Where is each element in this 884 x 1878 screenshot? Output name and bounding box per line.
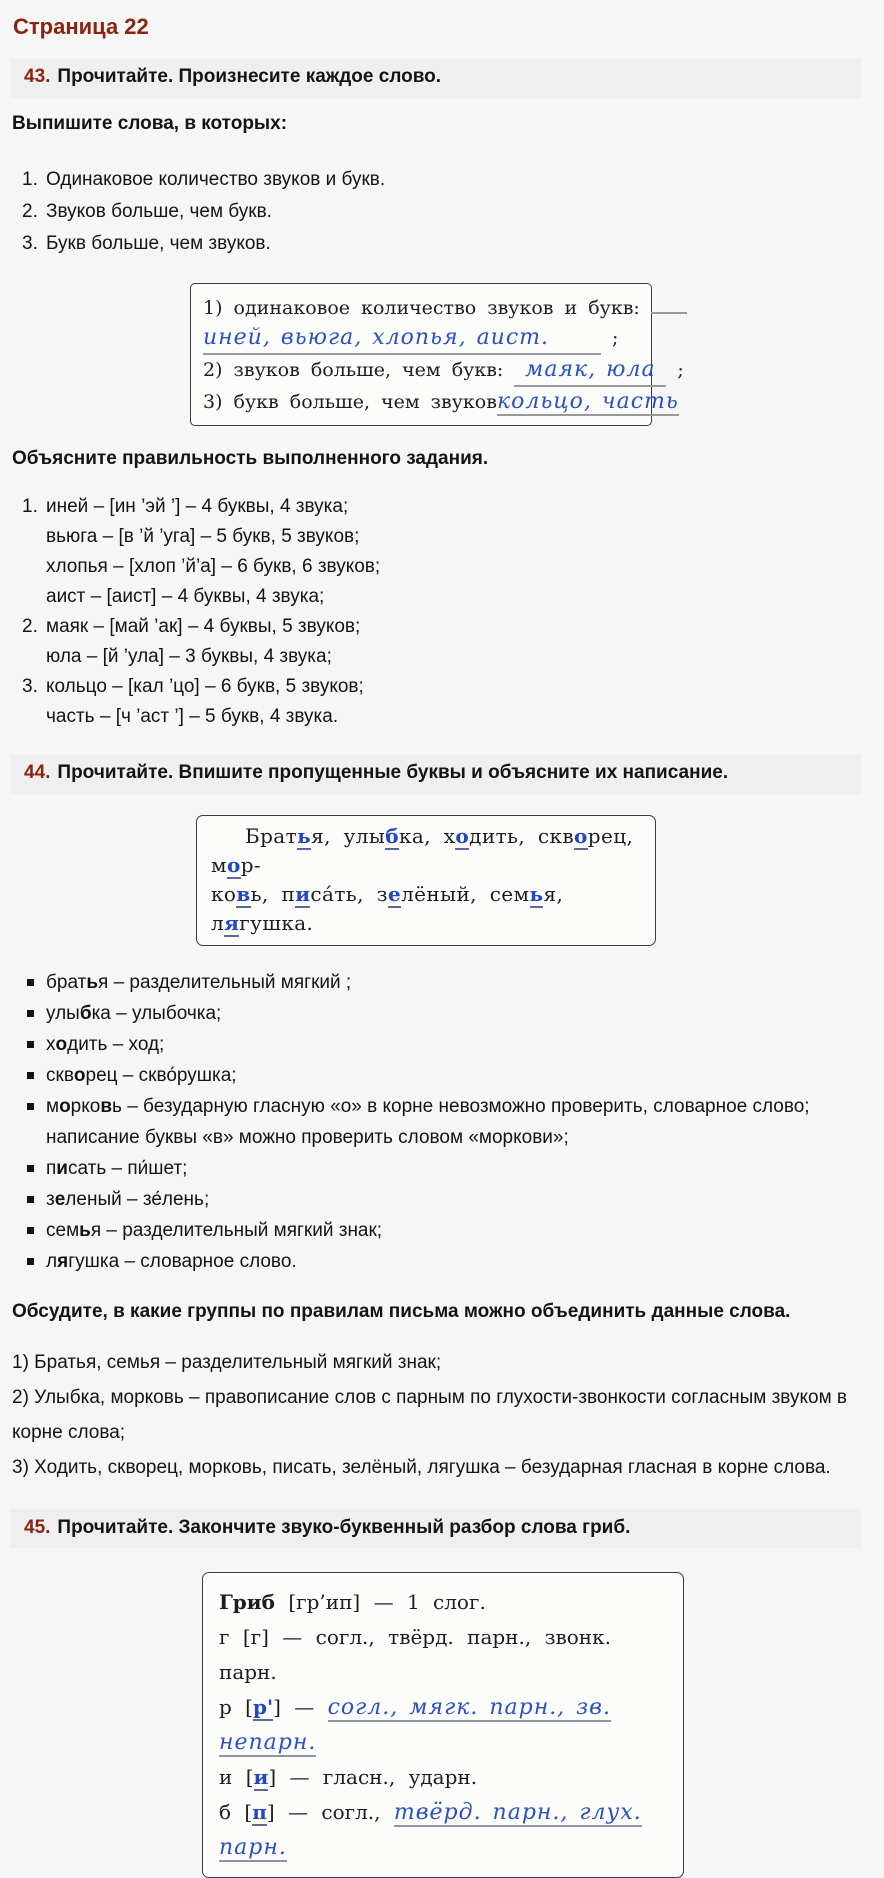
ex44-word-box bbox=[196, 815, 656, 946]
exercise-43-title: Прочитайте. Произнесите каждое слово. bbox=[57, 66, 442, 87]
task-item bbox=[22, 196, 884, 228]
task-text: Звуков больше, чем букв. bbox=[46, 200, 272, 222]
parse-line: р [р'] — согл., мягк. парн., зв. непарн. bbox=[219, 1695, 611, 1756]
group-item: 1) Братья, семья – разделительный мягкий знак; bbox=[12, 1351, 442, 1373]
answer-line-1: иней, вьюга, хлопья, аист. ; bbox=[203, 323, 639, 355]
bullet-icon bbox=[27, 1196, 34, 1203]
answer-line-3: 3) букв больше, чем звуковкольцо, часть bbox=[203, 388, 679, 414]
parse-line: Гриб [гр’ип] — 1 слог. bbox=[219, 1590, 486, 1615]
bullet-item: братья – разделительный мягкий ; bbox=[27, 967, 861, 998]
exercise-44-title: Прочитайте. Впишите пропущенные буквы и объясните их написание. bbox=[57, 761, 729, 783]
analysis-row: 3. кольцо – [кал ’цо] – 6 букв, 5 звуков; bbox=[22, 675, 364, 697]
analysis-row: аист – [аист] – 4 буквы, 4 звука; bbox=[46, 585, 325, 607]
bullet-item: зеленый – зе́лень; bbox=[27, 1184, 861, 1215]
group-item: 2) Улыбка, морковь – правописание слов с парным по глухости-звонкости согласным звуком в корне слова; bbox=[12, 1386, 847, 1443]
bullet-item: морковь – безударную гласную «о» в корне невозможно проверить, словарное слово; написание буквы «в» можно проверить словом «моркови»; bbox=[27, 1091, 861, 1153]
task-item bbox=[22, 164, 884, 196]
blank-underline bbox=[651, 312, 687, 314]
bullet-item: лягушка – словарное слово. bbox=[27, 1246, 861, 1277]
analysis-row: часть – [ч ’аст ’] – 5 букв, 4 звука. bbox=[46, 705, 339, 727]
ex43-instruction-heading: Выпишите слова, в которых: bbox=[12, 112, 288, 134]
ex43-answer-box bbox=[190, 283, 684, 426]
parse-line: г [г] — согл., твёрд. парн., звонк. парн. bbox=[219, 1625, 611, 1685]
bullet-icon bbox=[27, 1041, 34, 1048]
handwritten-answer: маяк, юла bbox=[514, 355, 666, 387]
task-text: Букв больше, чем звуков. bbox=[46, 232, 271, 254]
ex44-groups-list bbox=[12, 1345, 861, 1485]
exercise-43-header bbox=[10, 58, 861, 98]
bullet-icon bbox=[27, 979, 34, 986]
bullet-icon bbox=[27, 1072, 34, 1079]
exercise-43-number: 43. bbox=[24, 66, 51, 87]
exercise-45-header bbox=[10, 1509, 861, 1549]
parse-line: и [и] — гласн., ударн. bbox=[219, 1765, 478, 1790]
analysis-row: 2. маяк – [май ’ак] – 4 буквы, 5 звуков; bbox=[22, 615, 361, 637]
bullet-icon bbox=[27, 1165, 34, 1172]
bullet-item: писать – пи́шет; bbox=[27, 1153, 861, 1184]
ex44-bullet-list bbox=[27, 967, 861, 1277]
exercise-45-number: 45. bbox=[24, 1516, 51, 1538]
bullet-item: семья – разделительный мягкий знак; bbox=[27, 1215, 861, 1246]
ex43-analysis-list bbox=[22, 492, 884, 732]
bullet-icon bbox=[27, 1103, 34, 1110]
bullet-icon bbox=[27, 1010, 34, 1017]
exercise-45-title: Прочитайте. Закончите звуко-буквенный разбор слова гриб. bbox=[57, 1516, 631, 1538]
ex44-discuss-heading: Обсудите, в какие группы по правилам письма можно объединить данные слова. bbox=[12, 1300, 791, 1322]
page-title: Страница 22 bbox=[13, 14, 149, 39]
ex45-parse-box bbox=[202, 1572, 684, 1878]
word-box-line: ковь, писа́ть, зелёный, семья, лягушка. bbox=[211, 881, 564, 935]
exercise-44-header bbox=[10, 754, 861, 794]
bullet-icon bbox=[27, 1258, 34, 1265]
answer-line-2: 2) звуков больше, чем букв: маяк, юла ; bbox=[203, 355, 639, 387]
task-number: 3. bbox=[22, 232, 38, 254]
task-number: 1. bbox=[22, 168, 38, 190]
analysis-row: вьюга – [в ’й ’уга] – 5 букв, 5 звуков; bbox=[46, 525, 360, 547]
analysis-row: юла – [й ’ула] – 3 буквы, 4 звука; bbox=[46, 645, 332, 667]
parse-line: б [п] — согл., твёрд. парн., глух. парн. bbox=[219, 1800, 642, 1861]
bullet-icon bbox=[27, 1227, 34, 1234]
task-item bbox=[22, 228, 884, 260]
handwritten-answer: кольцо, часть bbox=[496, 388, 679, 414]
analysis-row: 1. иней – [ин ’эй ’] – 4 буквы, 4 звука; bbox=[22, 495, 349, 517]
analysis-row: хлопья – [хлоп ’й’а] – 6 букв, 6 звуков; bbox=[46, 555, 381, 577]
bullet-item: скворец – скво́рушка; bbox=[27, 1060, 861, 1091]
exercise-44-number: 44. bbox=[24, 761, 51, 783]
bullet-item: улыбка – улыбочка; bbox=[27, 998, 861, 1029]
task-text: Одинаковое количество звуков и букв. bbox=[46, 168, 386, 190]
word-box-line: Братья, улыбка, ходить, скворец, мор- bbox=[211, 823, 634, 877]
ex43-explain-heading: Объясните правильность выполненного задания. bbox=[12, 447, 489, 469]
textbook-answers-page bbox=[0, 14, 884, 1861]
bullet-item: ходить – ход; bbox=[27, 1029, 861, 1060]
ex43-task-list bbox=[22, 164, 884, 260]
answer-line-1-label: 1) одинаковое количество звуков и букв: bbox=[203, 293, 639, 323]
handwritten-answer: иней, вьюга, хлопья, аист. bbox=[203, 323, 601, 355]
group-item: 3) Ходить, скворец, морковь, писать, зелёный, лягушка – безударная гласная в корне слова. bbox=[12, 1456, 831, 1478]
task-number: 2. bbox=[22, 200, 38, 222]
